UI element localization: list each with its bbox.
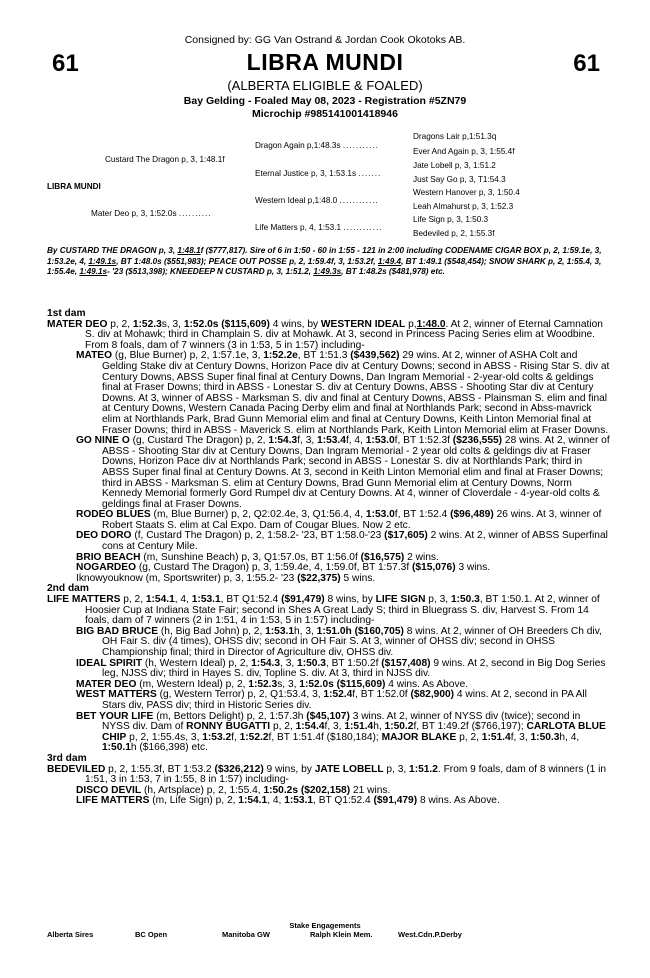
eligibility: (ALBERTA ELIGIBLE & FOALED) xyxy=(227,78,423,93)
produce-rodeo-blues: RODEO BLUES (m, Blue Burner) p, 2, Q2:02.4e, 3, Q1:56.4, 4, 1:53.0f, BT 1:52.4 ($96,489) 26 wins. At 3, winner of Robert Staats S. elim at Cal Expo. Dam of Cougar Blues. Now 2 etc. xyxy=(76,509,602,531)
first-dam-entry: MATER DEO p, 2, 1:52.3s, 3, 1:52.0s ($115,609) 4 wins, by WESTERN IDEAL p,1:48.0. At 2, winner of Eternal Camnation S. div at Mohawk; third in Champlain S. div at Mohawk. At 3, second in Princess Pacing Series elim at Woodbine. From 8 foals, dam of 7 winners (3 in 1:53, 5 in 1:57) including- xyxy=(47,318,603,351)
stake-west-cdn-derby: West.Cdn.P.Derby xyxy=(398,930,462,939)
stake-ralph-klein: Ralph Klein Mem. xyxy=(310,930,373,939)
hip-number-right: 61 xyxy=(573,50,600,77)
pedigree-sds: Jate Lobell p, 3, 1:51.2 xyxy=(413,161,496,170)
pedigree-ss: Dragon Again p,1:48.3s ........... xyxy=(255,141,379,150)
produce-iknowyouknow: Iknowyouknow (m, Sportswriter) p, 3, 1:55.2- '23 ($22,375) 5 wins. xyxy=(76,572,376,584)
produce-disco-devil: DISCO DEVIL (h, Artsplace) p, 2, 1:55.4, 1:50.2s ($202,158) 21 wins. xyxy=(76,784,391,796)
stake-manitoba-gw: Manitoba GW xyxy=(222,930,270,939)
hip-number-left: 61 xyxy=(52,50,79,77)
stake-bc-open: BC Open xyxy=(135,930,168,939)
produce-bet-your-life: BET YOUR LIFE (m, Bettors Delight) p, 2, 1:57.3h ($45,107) 3 wins. At 2, winner of NYSS div (twice); second in NYSS div. Dam of RONNY BUGATTI p, 2, 1:54.4f, 3, 1:51.4h, 1:50.2f, BT 1:49.2f ($766,197); CARLOTA BLUE CHIP p, 2, 1:55.4s, 3, 1:53.2f, 1:52.2f, BT 1:51.4f ($180,184); MAJOR BLAKE p, 2, 1:51.4f, 3, 1:50.3h, 4, 1:50.1h ($166,398) etc. xyxy=(76,710,606,754)
third-dam-heading: 3rd dam xyxy=(47,752,87,764)
produce-brio-beach: BRIO BEACH (m, Sunshine Beach) p, 3, Q1:57.0s, BT 1:56.0f ($16,575) 2 wins. xyxy=(76,551,439,563)
second-dam-heading: 2nd dam xyxy=(47,583,89,595)
pedigree-dam: Mater Deo p, 3, 1:52.0s .......... xyxy=(91,209,212,218)
pedigree-ddd: Bedeviled p, 2, 1:55.3f xyxy=(413,229,495,238)
produce-big-bad-bruce: BIG BAD BRUCE (h, Big Bad John) p, 2, 1:53.1h, 3, 1:51.0h ($160,705) 8 wins. At 2, winner of OH Breeders Ch div, OH Fair S. div (4 times), OHSS div; second in OH Fair S. At 3, winner of OHSS div; second in OHSS Championship final; third in Director of Agriculture div, OHSS div. xyxy=(76,625,602,658)
pedigree-dd: Life Matters p, 4, 1:53.1 ............ xyxy=(255,223,383,232)
foaling-registration: Bay Gelding - Foaled May 08, 2023 - Registration #5ZN79 xyxy=(183,95,467,107)
horse-description xyxy=(0,95,650,121)
second-dam-entry: LIFE MATTERS p, 2, 1:54.1, 4, 1:53.1, BT Q1:52.4 ($91,479) 8 wins, by LIFE SIGN p, 3, 1:50.3, BT 1:50.1. At 2, winner of Hoosier Cup at Indiana State Fair; second in Shes A Great Lady S; third in Bluegrass S. div, Harvest S. From 14 foals, dam of 7 winners (2 in 1:51, 4 in 1:53, 5 in 1:57) including- xyxy=(47,594,600,627)
pedigree-sdd: Just Say Go p, 3, T1:54.3 xyxy=(413,175,506,184)
pedigree-leader-dots: ....... xyxy=(358,169,382,178)
microchip: Microchip #985141001418946 xyxy=(252,108,398,120)
produce-west-matters: WEST MATTERS (g, Western Terror) p, 2, Q1:53.4, 3, 1:52.4f, BT 1:52.0f ($82,900) 4 wins. At 2, second in PA All Stars div, PASS div; third in Historic Series div. xyxy=(76,689,587,711)
pedigree-leader-dots: ............ xyxy=(343,223,383,232)
pedigree-dss: Western Hanover p, 3, 1:50.4 xyxy=(413,188,520,197)
produce-mateo: MATEO (g, Blue Burner) p, 2, 1:57.1e, 3, 1:52.2e, BT 1:51.3 ($439,562) 29 wins. At 2, winner of ASHA Colt and Gelding Stake div at Century Downs, Horizon Pace div at Century Downs; second in ABSS - Rising Star S. div at Century Downs, ABSS Super final final at Century Downs, Dan Ingram Memorial - 2-year-old colts & geldings final at Fraser Downs; third in ABSS - Lonestar S. div at Century Downs, ABSS - Shooting Star div at Century Downs. At 3, winner of ABSS - Marksman S. div and final at Century Downs, ABSS - Plainsman S. elim and final at Century Downs, Western Canada Pacing Derby elim and final at Northlands Park; second in Abss-mavrick elim at Northlands Park, Brad Gunn Memorial elim and final at Century Downs, Keith Linton Memorial final at Fraser Downs; third in ABSS - Maverick S. elim at Northlands Park, Keith Linton Memorial elim at Fraser Downs. xyxy=(76,350,610,436)
pedigree-dsd: Leah Almahurst p, 3, 1:52.3 xyxy=(413,202,514,211)
pedigree-leader-dots: ........... xyxy=(342,141,379,150)
third-dam-entry: BEDEVILED p, 2, 1:55.3f, BT 1:53.2 ($326,212) 9 wins, by JATE LOBELL p, 3, 1:51.2. From 9 foals, dam of 8 winners (1 in 1:51, 3 in 1:53, 7 in 1:55, 8 in 1:57) including- xyxy=(47,763,607,786)
pedigree-dds: Life Sign p, 3, 1:50.3 xyxy=(413,215,489,224)
pedigree-leader-dots: .......... xyxy=(178,209,212,218)
pedigree-ds: Western Ideal p,1:48.0 ............ xyxy=(255,196,379,205)
stake-alberta-sires: Alberta Sires xyxy=(47,930,94,939)
first-dam-heading: 1st dam xyxy=(47,308,86,319)
pedigree-sd: Eternal Justice p, 3, 1:53.1s ....... xyxy=(255,169,382,178)
pedigree-sss: Dragons Lair p,1:51.3q xyxy=(413,132,497,141)
produce-mater-deo: MATER DEO (m, Western Ideal) p, 2, 1:52.3s, 3, 1:52.0s ($115,609) 4 wins. As Above. xyxy=(76,678,469,690)
consignor-line: Consigned by: GG Van Ostrand & Jordan Cook Okotoks AB. xyxy=(184,34,466,46)
pedigree-ssd: Ever And Again p, 3, 1:55.4f xyxy=(413,147,515,156)
stake-engagements-title: Stake Engagements xyxy=(289,921,361,930)
produce-ideal-spirit: IDEAL SPIRIT (h, Western Ideal) p, 2, 1:54.3, 3, 1:50.3, BT 1:50.2f ($157,408) 9 wins. At 2, second in Big Dog Series leg, NJSS div; third in Hayes S. div, Topline S. div. At 3, third in NJSS div. xyxy=(76,657,606,680)
pedigree-sire: Custard The Dragon p, 3, 1:48.1f xyxy=(105,155,225,164)
female-family xyxy=(47,309,610,807)
produce-nogardeo: NOGARDEO (g, Custard The Dragon) p, 3, 1:59.4e, 4, 1:59.0f, BT 1:57.3f ($15,076) 3 wins. xyxy=(76,562,491,574)
pedigree-leader-dots: ............ xyxy=(339,196,379,205)
sire-summary: By CUSTARD THE DRAGON p, 3, 1:48.1f ($777,817). Sire of 6 in 1:50 - 60 in 1:55 - 121 in 2:00 including CODENAME CIGAR BOX p, 2, 1:59.1e, 3, 1:53.2e, 4, 1:49.1s, BT 1:48.0s ($551,983); PEACE OUT POSSE p, 2, 1:59.4f, 3, 1:53.2f, 1:49.4, BT 1:49.1 ($548,454); SNOW SHARK p, 2, 1:55.4, 3, 1:55.4e, 1:49.1s- '23 ($513,398); KNEEDEEP N CUSTARD p, 3, 1:51.2, 1:49.3s, BT 1:48.2s ($481,978) etc. xyxy=(47,246,602,277)
produce-go-nine-o: GO NINE O (g, Custard The Dragon) p, 2, 1:54.3f, 3, 1:53.4f, 4, 1:53.0f, BT 1:52.3f ($236,555) 28 wins. At 2, winner of ABSS - Shooting Star div at Century Downs, Dan Ingram Memorial - 2 year old colts & geldings div at Fraser Downs, Horizon Pace div at Northlands Park; second in ABSS - Lonestar S. div at Northlands Park; third in ABSS Super final final at Century Downs. At 3, second in Keith Linton Memorial elim and final at Fraser Downs; third in ABSS - Marksman S. elim at Century Downs, Brad Gunn Memorial elim at Century Downs, Norm Kennedy Memorial formerly Gord Rumpel div at Century Downs. At 4, winner of Cloverdale - 4-year-old colts & geldings final at Fraser Downs. xyxy=(76,435,610,510)
horse-name: LIBRA MUNDI xyxy=(246,49,404,75)
produce-deo-doro: DEO DORO (f, Custard The Dragon) p, 2, 1:58.2- '23, BT 1:58.0-'23 ($17,605) 2 wins. At 2, winner of ABSS Superfinal cons at Century Mile. xyxy=(76,530,608,553)
produce-life-matters: LIFE MATTERS (m, Life Sign) p, 2, 1:54.1, 4, 1:53.1, BT Q1:52.4 ($91,479) 8 wins. As Above. xyxy=(76,795,500,807)
pedigree-horse: LIBRA MUNDI xyxy=(47,182,101,191)
